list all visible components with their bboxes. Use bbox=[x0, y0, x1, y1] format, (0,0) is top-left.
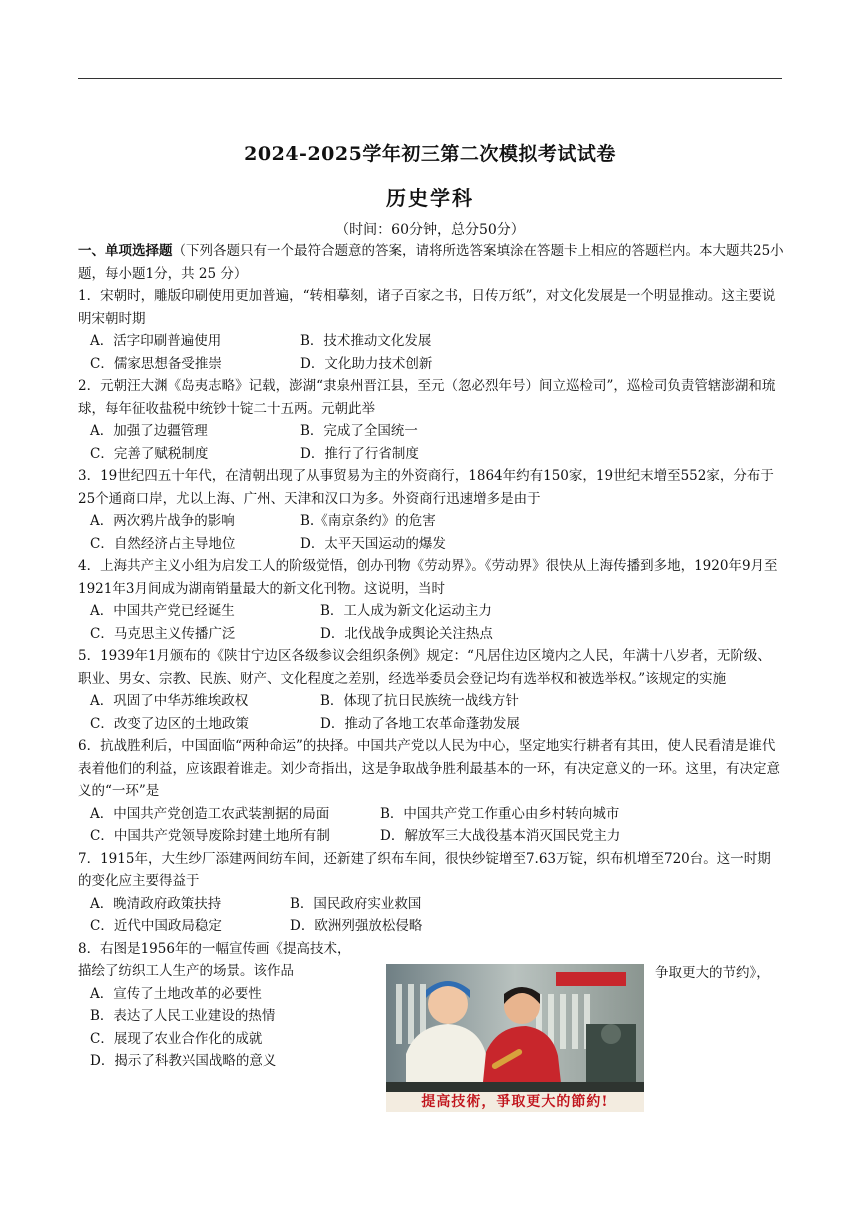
question-7-option-a: A．晚清政府政策扶持 bbox=[90, 895, 222, 912]
time-info: （时间：60分钟，总分50分） bbox=[335, 222, 525, 238]
question-7-option-d: D．欧洲列强放松侵略 bbox=[290, 918, 423, 934]
question-1-option-d: D．文化助力技术创新 bbox=[300, 355, 433, 372]
question-6-stem: 6．抗战胜利后，中国面临“两种命运”的抉择。中国共产党以人民为中心，坚定地实行耕者有其田，使人民看清是谁代表着他们的利益，应该跟着谁走。刘少奇指出，这是争取战争胜利最基本的一环，有决定意义的一环。这里，有决定意义的“一环”是 bbox=[78, 738, 780, 799]
top-rule bbox=[78, 78, 782, 79]
question-5-option-b: B．体现了抗日民族统一战线方针 bbox=[320, 693, 519, 709]
question-5-option-d: D．推动了各地工农革命蓬勃发展 bbox=[320, 715, 520, 732]
question-8-option-b: B．表达了人民工业建设的热情 bbox=[90, 1008, 276, 1024]
question-5-options bbox=[78, 690, 784, 735]
question-1-stem: 1．宋朝时，雕版印刷使用更加普遍，“转相摹刻，诸子百家之书，日传万纸”，对文化发展是一个明显推动。这主要说明宋朝时期 bbox=[78, 288, 776, 327]
question-1-options bbox=[78, 330, 784, 375]
question-3-stem: 3．19世纪四五十年代，在清朝出现了从事贸易为主的外资商行，1864年约有150家，19世纪末增至552家，分布于25个通商口岸，尤以上海、广州、天津和汉口为多。外资商行迅速增多是由于 bbox=[78, 468, 774, 507]
question-6-options bbox=[78, 803, 784, 848]
question-8-option-c: C．展现了农业合作化的成就 bbox=[90, 1030, 263, 1047]
question-7-option-b: B．国民政府实业救国 bbox=[290, 895, 422, 912]
question-3-option-b: B.《南京条约》的危害 bbox=[300, 513, 436, 529]
question-4-option-a: A．中国共产党已经诞生 bbox=[90, 603, 235, 619]
question-8-stem-cont: 描绘了纺织工人生产的场景。该作品 bbox=[78, 963, 294, 979]
question-2-options bbox=[78, 420, 784, 465]
question-7-stem: 7．1915年，大生纱厂添建两间纺车间，还新建了织布车间，很快纱锭增至7.63万锭，织布机增至720台。这一时期的变化应主要得益于 bbox=[78, 850, 771, 889]
question-2-option-d: D．推行了行省制度 bbox=[300, 445, 419, 462]
question-6-option-a: A．中国共产党创造工农武装割据的局面 bbox=[90, 805, 330, 822]
question-3-option-c: C．自然经济占主导地位 bbox=[90, 535, 236, 552]
question-2-stem: 2．元朝汪大渊《岛夷志略》记载，澎湖“隶泉州晋江县，至元（忽必烈年号）间立巡检司”，巡检司负责管辖澎湖和琉球，每年征收盐税中统钞十锭二十五两。元朝此举 bbox=[78, 378, 776, 417]
poster-illustration bbox=[386, 964, 644, 1112]
question-3-option-d: D．太平天国运动的爆发 bbox=[300, 535, 446, 552]
section-instructions: （下列各题只有一个最符合题意的答案，请将所选答案填涂在答题卡上相应的答题栏内。本大题共25小题，每小题1分，共 25 分） bbox=[78, 243, 784, 282]
question-6-option-b: B．中国共产党工作重心由乡村转向城市 bbox=[380, 805, 620, 822]
question-8-stem-right: 争取更大的节约》， bbox=[655, 965, 770, 981]
question-6-option-d: D．解放军三大战役基本消灭国民党主力 bbox=[380, 828, 621, 844]
question-5-option-c: C．改变了边区的土地政策 bbox=[90, 715, 249, 732]
question-1-option-c: C．儒家思想备受推崇 bbox=[90, 355, 222, 372]
question-1-option-b: B．技术推动文化发展 bbox=[300, 333, 432, 349]
question-8-option-d: D．揭示了科教兴国战略的意义 bbox=[90, 1053, 277, 1069]
question-2-option-a: A．加强了边疆管理 bbox=[90, 423, 208, 439]
question-5-option-a: A．巩固了中华苏维埃政权 bbox=[90, 693, 249, 709]
question-4-option-b: B．工人成为新文化运动主力 bbox=[320, 603, 492, 619]
exam-title: 2024-2025学年初三第二次模拟考试试卷 bbox=[244, 143, 616, 165]
question-2-option-c: C．完善了赋税制度 bbox=[90, 445, 209, 462]
question-7-options bbox=[78, 893, 784, 938]
question-4-option-c: C．马克思主义传播广泛 bbox=[90, 625, 236, 642]
exam-content bbox=[78, 240, 784, 1073]
question-8-option-a: A．宣传了土地改革的必要性 bbox=[90, 985, 262, 1002]
question-6-option-c: C．中国共产党领导废除封建土地所有制 bbox=[90, 828, 330, 844]
question-8-stem: 8．右图是1956年的一幅宣传画《提高技术， bbox=[78, 940, 351, 957]
question-4-options bbox=[78, 600, 784, 645]
question-3-option-a: A．两次鸦片战争的影响 bbox=[90, 513, 235, 529]
question-2-option-b: B．完成了全国统一 bbox=[300, 423, 418, 439]
poster-caption: 提高技術，爭取更大的節約! bbox=[386, 1092, 644, 1112]
section-heading: 一、单项选择题 bbox=[78, 243, 173, 259]
question-4-option-d: D．北伐战争成舆论关注热点 bbox=[320, 625, 493, 642]
question-3-options bbox=[78, 510, 784, 555]
question-5-stem: 5．1939年1月颁布的《陕甘宁边区各级参议会组织条例》规定：“凡居住边区境内之人民，年满十八岁者，无阶级、职业、男女、宗教、民族、财产、文化程度之差别，经选举委员会登记均有选举权和被选举权。”该规定的实施 bbox=[78, 648, 771, 687]
propaganda-poster-image bbox=[386, 964, 644, 1112]
subject-title: 历史学科 bbox=[386, 186, 474, 210]
banner-shape bbox=[556, 972, 626, 986]
question-4-stem: 4．上海共产主义小组为启发工人的阶级觉悟，创办刊物《劳动界》。《劳动界》很快从上海传播到多地，1920年9月至1921年3月间成为湖南销量最大的新文化刊物。这说明，当时 bbox=[78, 558, 778, 597]
section-header bbox=[78, 240, 784, 285]
question-7-option-c: C．近代中国政局稳定 bbox=[90, 918, 222, 934]
question-1-option-a: A．活字印刷普遍使用 bbox=[90, 333, 222, 349]
